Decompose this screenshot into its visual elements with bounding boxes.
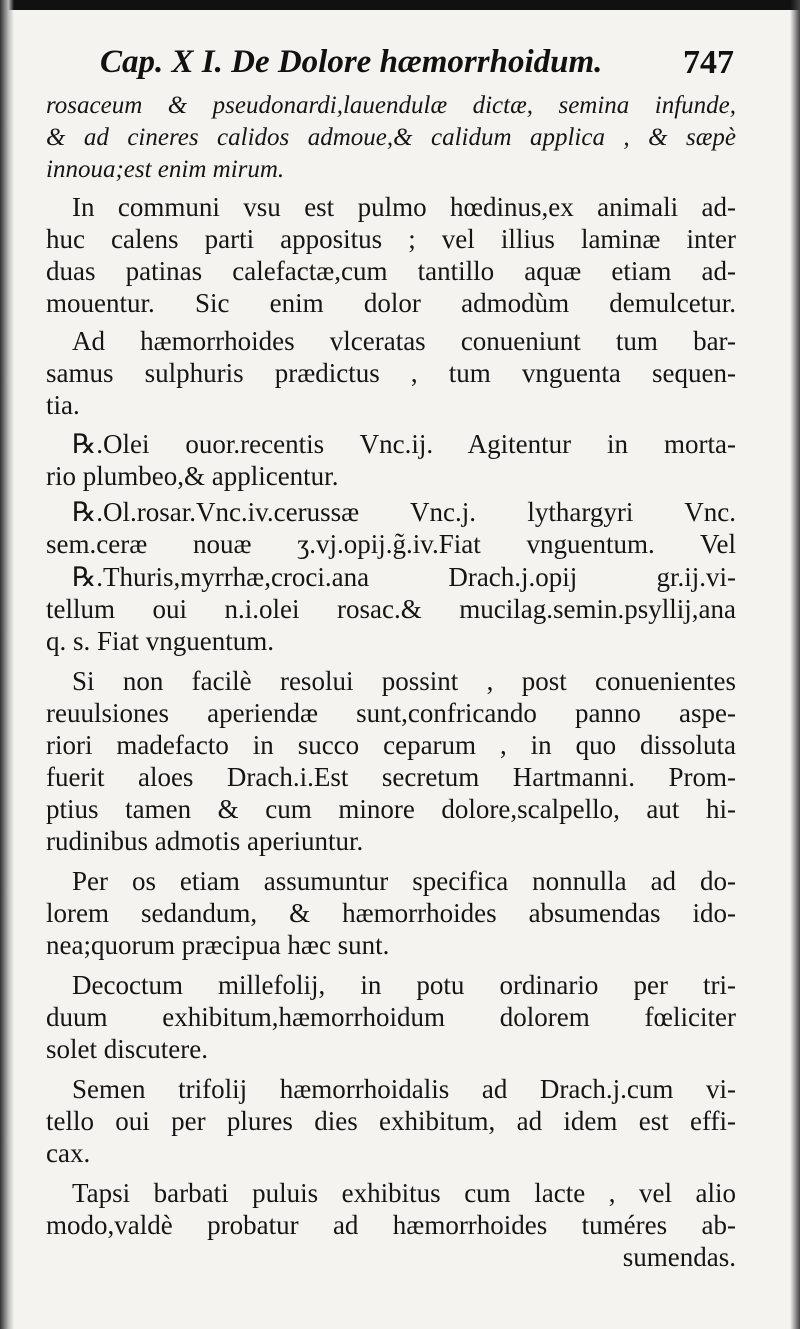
text-line: Ad hæmorrhoides vlceratas conueniunt tum bar- (72, 326, 736, 356)
text-line: rio plumbeo,& applicentur. (46, 461, 339, 491)
text-line: Tapsi barbati puluis exhibitus cum lacte , vel alio (72, 1178, 736, 1208)
text-line: & ad cineres calidos admoue,& calidum applica , & sæpè (46, 124, 736, 151)
text-line: ℞.Olei ouor.recentis Vnc.ij. Agitentur in morta- (72, 429, 736, 459)
text-line: ℞.Ol.rosar.Vnc.iv.cerussæ Vnc.j. lythargyri Vnc. (72, 497, 736, 527)
text-line: tia. (46, 390, 80, 420)
text-line: rudinibus admotis aperiuntur. (46, 826, 364, 856)
text-line: Per os etiam assumuntur specifica nonnulla ad do- (72, 866, 736, 896)
text-line: solet discutere. (46, 1034, 208, 1064)
scan-gutter-shadow (0, 0, 14, 1329)
text-line: samus sulphuris prædictus , tum vnguenta sequen- (46, 358, 736, 388)
text-line: Si non facilè resolui possint , post conuenientes (72, 666, 736, 696)
text-line: reuulsiones aperiendæ sunt,confricando panno aspe- (46, 698, 736, 728)
text-line: ptius tamen & cum minore dolore,scalpello, aut hi- (46, 794, 736, 824)
text-line: sem.ceræ nouæ ʒ.vj.opij.g̃.iv.Fiat vnguentum. Vel (46, 529, 736, 559)
text-line: tellum oui n.i.olei rosac.& mucilag.semin.psyllij,ana (46, 594, 736, 624)
scan-border-right (790, 0, 800, 1329)
text-line: rosaceum & pseudonardi,lauendulæ dictæ, semina infunde, (46, 92, 736, 119)
text-line: ℞.Thuris,myrrhæ,croci.ana Drach.j.opij gr.ij.vi- (72, 562, 736, 592)
text-line: duas patinas calefactæ,cum tantillo aquæ etiam ad- (46, 256, 736, 286)
text-line: huc calens parti appositus ; vel illius laminæ inter (46, 224, 736, 254)
text-line: riori madefacto in succo ceparum , in quo dissoluta (46, 730, 736, 760)
text-line: nea;quorum præcipua hæc sunt. (46, 930, 390, 960)
text-line: cax. (46, 1138, 91, 1168)
text-line: modo,valdè probatur ad hæmorrhoides tuméres ab- (46, 1210, 736, 1240)
text-line: sumendas. (622, 1242, 736, 1272)
text-line: Semen trifolij hæmorrhoidalis ad Drach.j.cum vi- (72, 1074, 736, 1104)
text-line: tello oui per plures dies exhibitum, ad idem est effi- (46, 1106, 736, 1136)
text-line: Decoctum millefolij, in potu ordinario per tri- (72, 970, 736, 1000)
text-line: lorem sedandum, & hæmorrhoides absumendas ido- (46, 898, 736, 928)
page-header (100, 44, 740, 88)
text-line: innoua;est enim mirum. (46, 156, 285, 183)
text-line: duum exhibitum,hæmorrhoidum dolorem fœliciter (46, 1002, 736, 1032)
scan-border-top (0, 0, 800, 10)
text-line: q. s. Fiat vnguentum. (46, 626, 274, 656)
text-line: mouentur. Sic enim dolor admodùm demulcetur. (46, 288, 736, 318)
page-number: 747 (683, 44, 734, 81)
running-title: Cap. X I. De Dolore hæmorrhoidum. (100, 44, 603, 80)
text-line: fuerit aloes Drach.i.Est secretum Hartmanni. Prom- (46, 762, 736, 792)
text-line: In communi vsu est pulmo hœdinus,ex animali ad- (72, 192, 736, 222)
